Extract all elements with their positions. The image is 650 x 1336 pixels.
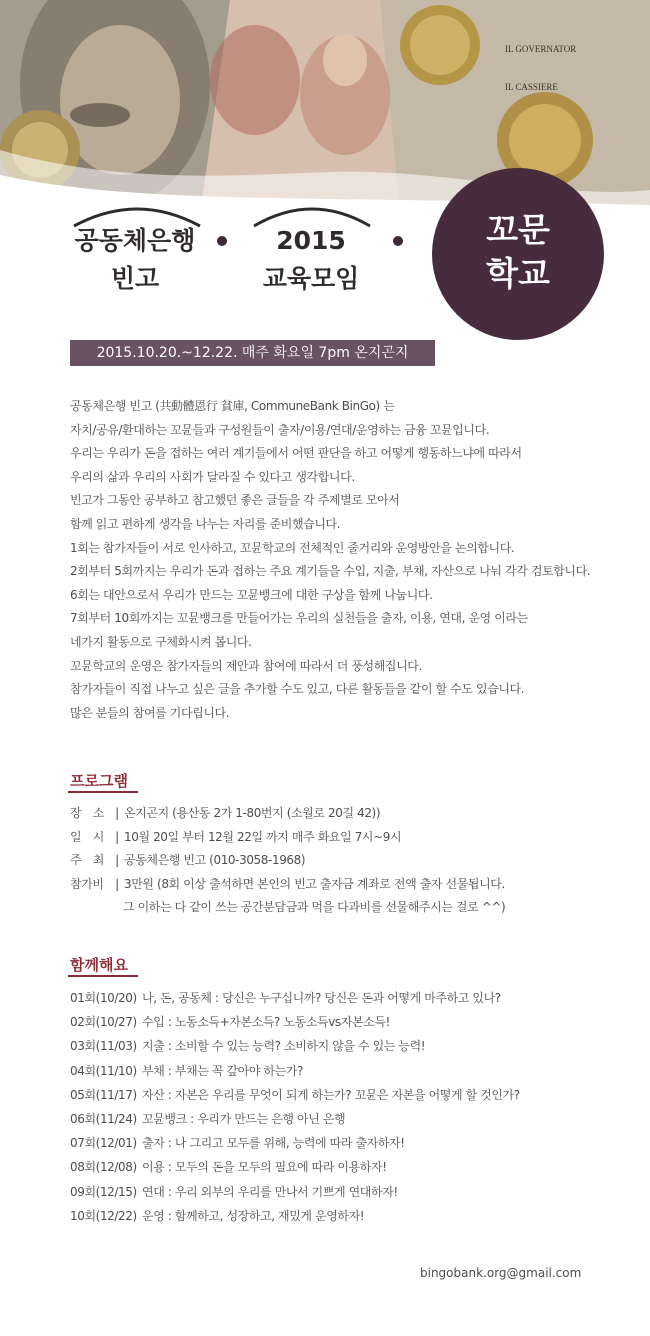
separator-dot-1	[217, 236, 227, 246]
program-item-separator: |	[115, 829, 119, 844]
schedule-item-session: 03회(11/03)	[70, 1039, 137, 1054]
schedule-list	[70, 986, 630, 1228]
schedule-heading-underline	[68, 975, 138, 977]
program-item-continuation: 그 이하는 다 같이 쓰는 공간분담금과 먹을 다과비를 선물해주시는 걸로 ^^)	[123, 900, 506, 914]
schedule-item	[70, 1010, 630, 1034]
schedule-heading: 함께해요	[70, 956, 128, 974]
schedule-item-topic: 이용 : 모두의 돈을 모두의 필요에 따라 이용하자!	[142, 1160, 387, 1175]
schedule-item-topic: 자산 : 자본은 우리를 무엇이 되게 하는가? 꼬뮨은 자본을 어떻게 할 것인가?	[142, 1087, 520, 1102]
schedule-item	[70, 1083, 630, 1107]
intro-line: 네가지 활동으로 구체화시켜 봅니다.	[70, 634, 252, 649]
date-bar: 2015.10.20.~12.22. 매주 화요일 7pm 온지곤지	[70, 340, 435, 366]
program-item	[70, 873, 630, 897]
title-group-2-line-2: 교육모임	[262, 264, 360, 293]
contact-email[interactable]: bingobank.org@gmail.com	[420, 1266, 582, 1280]
schedule-item	[70, 986, 630, 1010]
program-item-separator: |	[115, 876, 119, 891]
schedule-item-session: 04회(11/10)	[70, 1063, 137, 1078]
intro-line: 우리는 우리가 돈을 접하는 여러 계기들에서 어떤 판단을 하고 어떻게 행동하느냐에 따라서	[70, 446, 522, 461]
title-circle	[432, 168, 604, 340]
schedule-item-session: 06회(11/24)	[70, 1112, 137, 1127]
schedule-item-topic: 수입 : 노동소득+자본소득? 노동소득vs자본소득!	[142, 1015, 390, 1030]
program-item-label: 참가비	[70, 876, 104, 891]
schedule-item-topic: 운영 : 함께하고, 성장하고, 재밌게 운영하자!	[142, 1208, 365, 1223]
schedule-item	[70, 1155, 630, 1179]
program-item	[70, 802, 630, 826]
intro-line: 빈고가 그동안 공부하고 참고했던 좋은 글들을 각 주제별로 모아서	[70, 493, 400, 508]
schedule-item-topic: 지출 : 소비할 수 있는 능력? 소비하지 않을 수 있는 능력!	[142, 1039, 426, 1054]
title-group-1-line-1: 공동체은행	[74, 226, 196, 255]
program-item-value: 3만원 (8회 이상 출석하면 본인의 빈고 출자금 계좌로 전액 출자 선물됩니다.	[124, 876, 505, 891]
title-circle-line-2: 학교	[486, 254, 550, 293]
schedule-item-session: 07회(12/01)	[70, 1136, 137, 1151]
intro-line: 꼬뮨학교의 운영은 참가자들의 제안과 참여에 따라서 더 풍성해집니다.	[70, 658, 422, 673]
program-item-label: 일 시	[70, 829, 104, 844]
schedule-item	[70, 1107, 630, 1131]
banknote-text-1: IL GOVERNATOR	[505, 44, 577, 54]
intro-line: 참가자들이 직접 나누고 싶은 글을 추가할 수도 있고, 다른 활동들을 같이 할 수도 있습니다.	[70, 682, 525, 697]
intro-line: 많은 분들의 참여를 기다립니다.	[70, 705, 230, 720]
title-group-1-line-2: 빈고	[110, 264, 160, 293]
separator-dot-2	[393, 236, 403, 246]
title-group-1	[60, 222, 210, 298]
schedule-item	[70, 1180, 630, 1204]
schedule-item	[70, 1059, 630, 1083]
banknote-text-2: IL CASSIERE	[505, 82, 558, 92]
schedule-item-session: 05회(11/17)	[70, 1087, 137, 1102]
schedule-item	[70, 1034, 630, 1058]
program-info	[70, 802, 630, 920]
program-item-label: 주 최	[70, 853, 104, 867]
schedule-item-session: 09회(12/15)	[70, 1184, 137, 1199]
program-item-separator: |	[115, 806, 119, 820]
intro-text	[70, 395, 630, 725]
program-heading-underline	[68, 791, 138, 793]
schedule-item-topic: 나, 돈, 공동체 : 당신은 누구십니까? 당신은 돈과 어떻게 마주하고 있나?	[142, 991, 501, 1005]
intro-line: 함께 읽고 편하게 생각을 나누는 자리를 준비했습니다.	[70, 516, 341, 531]
program-heading: 프로그램	[70, 772, 128, 790]
program-item-separator: |	[115, 853, 119, 867]
intro-line: 7회부터 10회까지는 꼬뮨뱅크를 만들어가는 우리의 실천들을 출자, 이용, 연대, 운영 이라는	[70, 611, 528, 626]
intro-line: 6회는 대안으로서 우리가 만드는 꼬뮨뱅크에 대한 구상을 함께 나눕니다.	[70, 587, 433, 602]
title-group-2	[236, 222, 386, 298]
title-group-2-line-1: 2015	[276, 226, 346, 255]
schedule-item-topic: 연대 : 우리 외부의 우리를 만나서 기쁘게 연대하자!	[142, 1184, 398, 1199]
schedule-item-session: 10회(12/22)	[70, 1208, 137, 1223]
program-item-value: 10월 20일 부터 12월 22일 까지 매주 화요일 7시~9시	[124, 829, 402, 844]
intro-line: 자치/공유/환대하는 꼬뮨들과 구성원들이 출자/이용/연대/운영하는 금융 꼬뮨입니다.	[70, 422, 490, 437]
intro-line: 1회는 참가자들이 서로 인사하고, 꼬뮨학교의 전체적인 줄거리와 운영방안을 논의합니다.	[70, 540, 515, 555]
schedule-item-session: 01회(10/20)	[70, 991, 137, 1005]
schedule-item	[70, 1204, 630, 1228]
intro-line: 2회부터 5회까지는 우리가 돈과 접하는 주요 계기들을 수입, 지출, 부채, 자산으로 나눠 각각 검토합니다.	[70, 564, 591, 579]
program-item	[70, 849, 630, 873]
schedule-item-session: 08회(12/08)	[70, 1160, 137, 1175]
schedule-item	[70, 1131, 630, 1155]
schedule-item-topic: 부채 : 부채는 꼭 갚아야 하는가?	[142, 1063, 303, 1078]
schedule-item-session: 02회(10/27)	[70, 1015, 137, 1030]
schedule-item-topic: 출자 : 나 그리고 모두를 위해, 능력에 따라 출자하자!	[142, 1136, 405, 1151]
intro-line: 공동체은행 빈고 (共動體恩行 貧庫, CommuneBank BinGo) 는	[70, 399, 395, 413]
schedule-item-topic: 꼬뮨뱅크 : 우리가 만드는 은행 아닌 은행	[142, 1112, 346, 1127]
program-item-value: 온지곤지 (용산동 2가 1-80번지 (소월로 20길 42))	[124, 806, 381, 820]
intro-line: 우리의 삶과 우리의 사회가 달라질 수 있다고 생각합니다.	[70, 469, 355, 484]
program-item	[70, 826, 630, 850]
title-circle-line-1: 꼬문	[486, 210, 550, 249]
program-item-value: 공동체은행 빈고 (010-3058-1968)	[124, 853, 306, 867]
program-item-label: 장 소	[70, 806, 104, 820]
